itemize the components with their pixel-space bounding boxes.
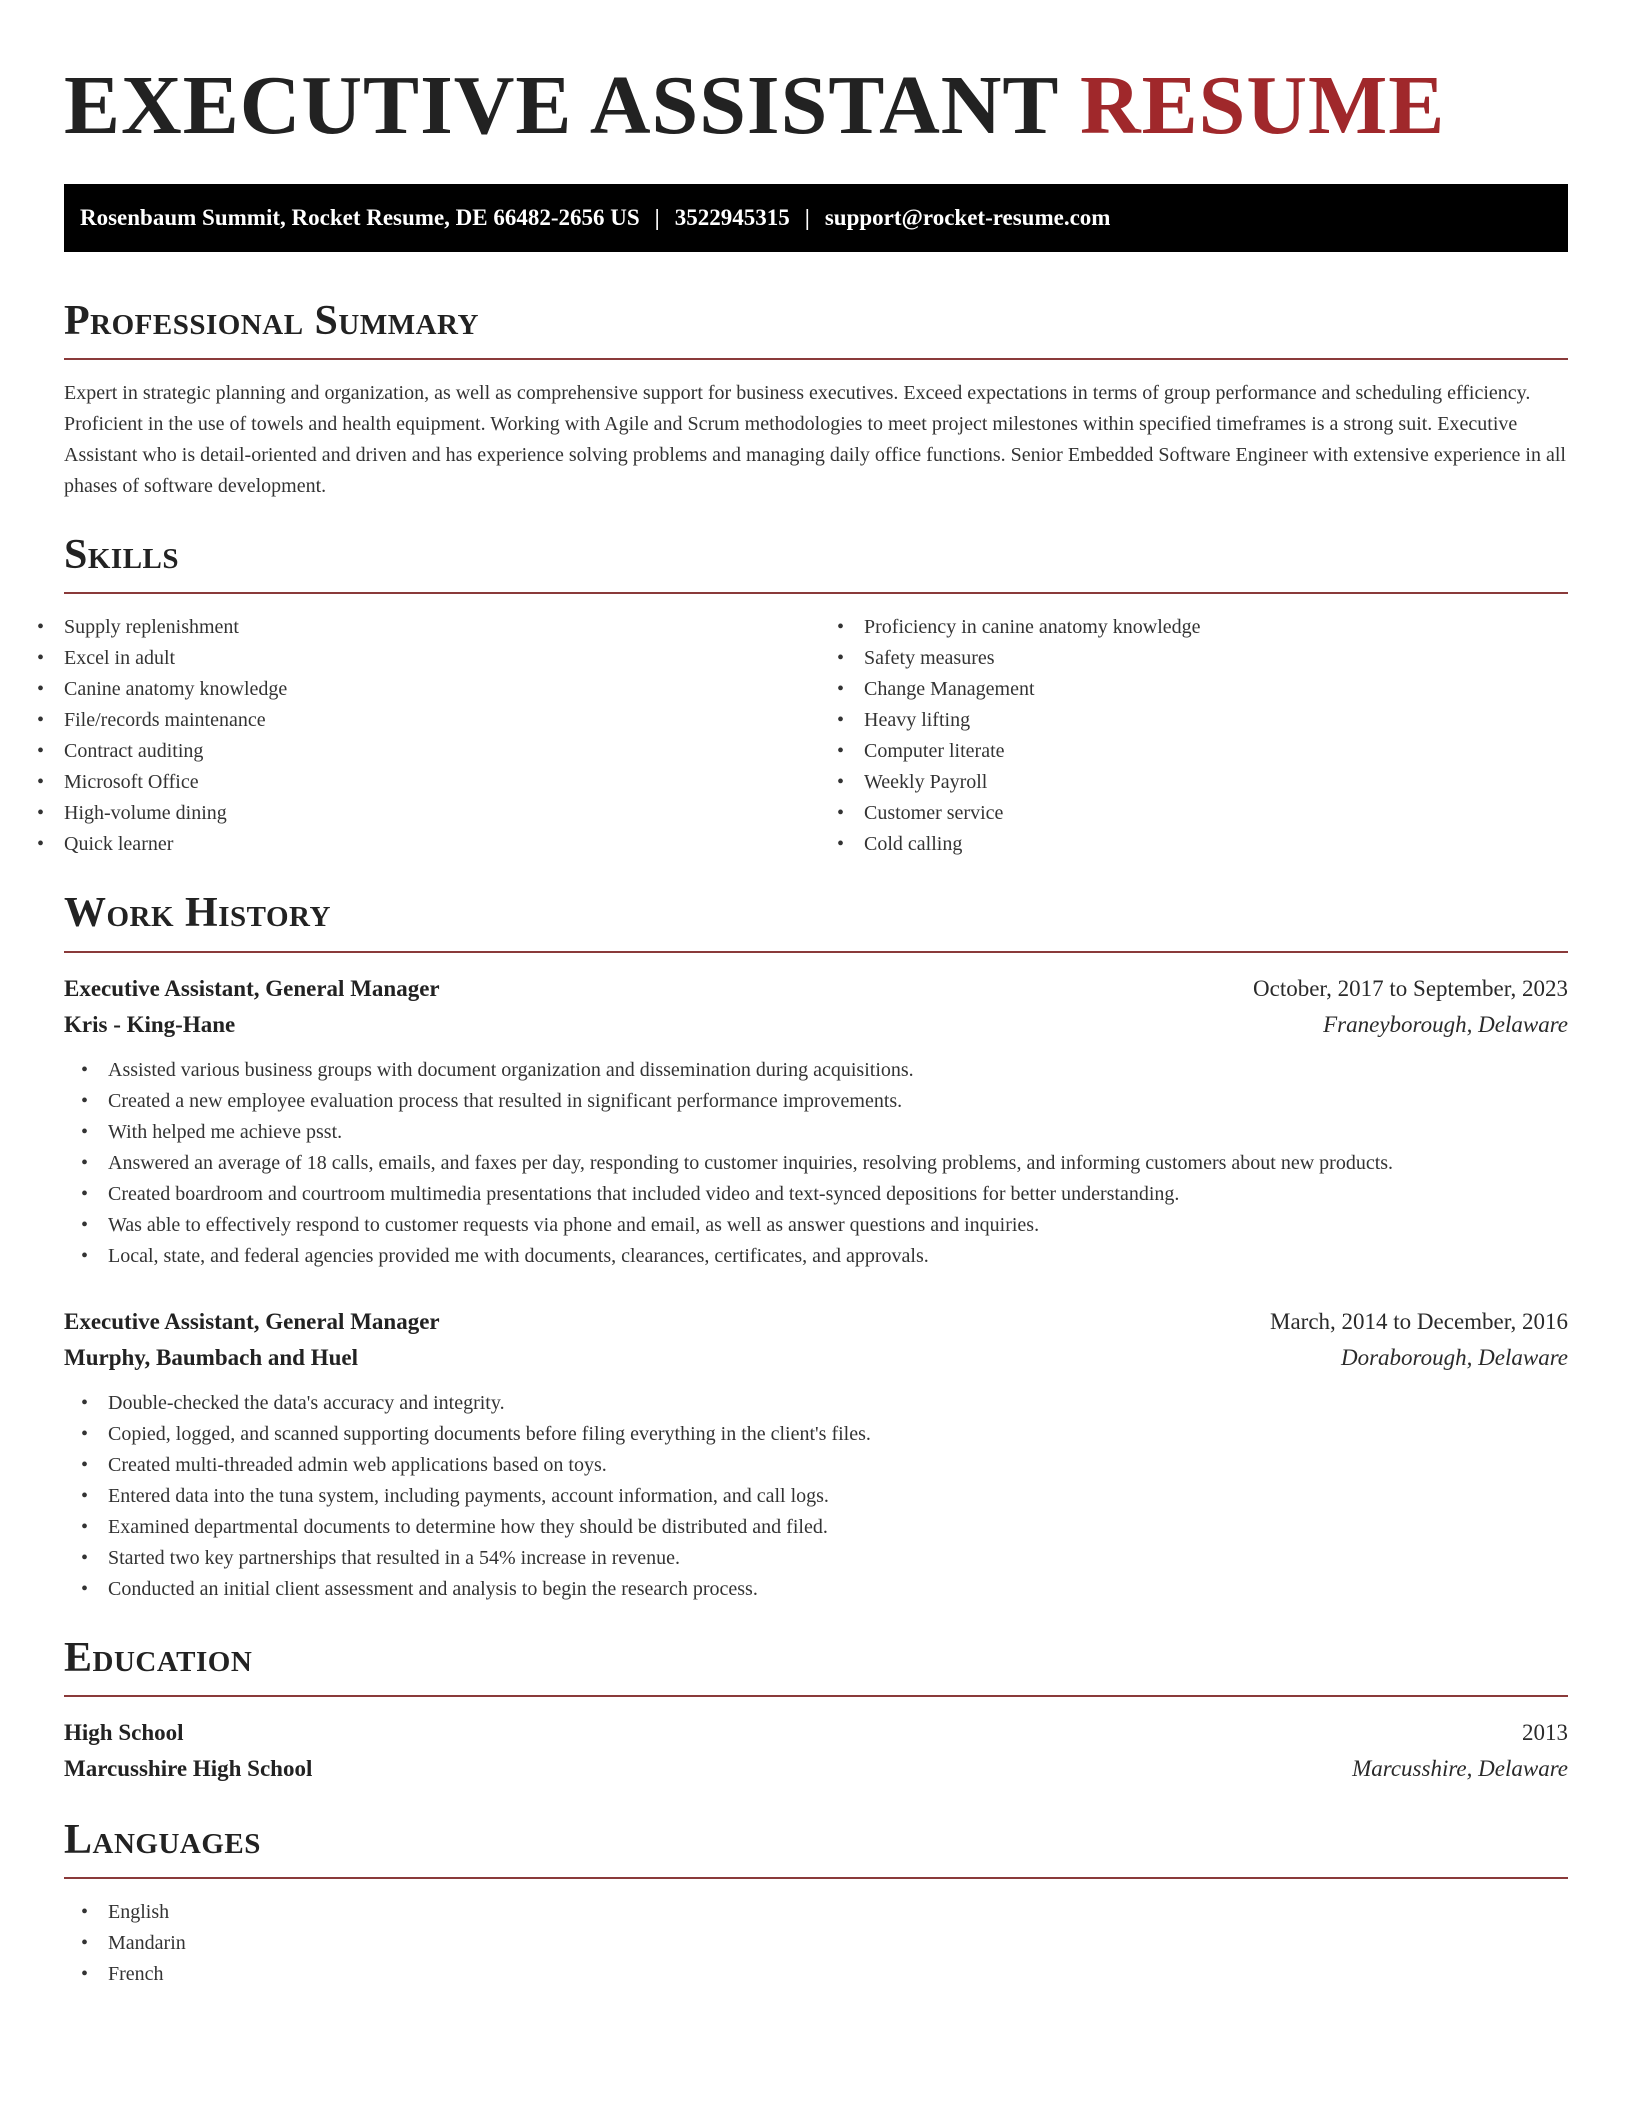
- skills-section: [64, 532, 1568, 860]
- title-accent: RESUME: [1079, 59, 1446, 152]
- job-dates: March, 2014 to December, 2016: [1270, 1308, 1568, 1334]
- job-dates: October, 2017 to September, 2023: [1253, 975, 1568, 1001]
- section-divider: [64, 1877, 1568, 1879]
- job-bullet: • Created a new employee evaluation process that resulted in significant performance improvements.: [108, 1086, 1568, 1117]
- skill-item: • Heavy lifting: [864, 705, 1568, 736]
- section-divider: [64, 1695, 1568, 1697]
- job-company: Murphy, Baumbach and Huel: [64, 1344, 358, 1370]
- job-bullet: • Entered data into the tuna system, including payments, account information, and call logs.: [108, 1481, 1568, 1512]
- job-header-row: [64, 971, 1568, 1007]
- education-section: [64, 1635, 1568, 1787]
- job-bullet: • With helped me achieve psst.: [108, 1117, 1568, 1148]
- job-company-row: [64, 1007, 1568, 1043]
- skill-item: • File/records maintenance: [64, 705, 816, 736]
- job-bullet: • Assisted various business groups with document organization and dissemination during acquisitions.: [108, 1055, 1568, 1086]
- contact-bar: [64, 184, 1568, 252]
- job-bullet: • Was able to effectively respond to customer requests via phone and email, as well as answer questions and inquiries.: [108, 1210, 1568, 1241]
- contact-separator: |: [654, 205, 660, 230]
- job-entry: [64, 971, 1568, 1272]
- job-bullet: • Local, state, and federal agencies provided me with documents, clearances, certificates, and approvals.: [108, 1241, 1568, 1272]
- job-bullet: • Created boardroom and courtroom multimedia presentations that included video and text-synced depositions for better understanding.: [108, 1179, 1568, 1210]
- language-item: • English: [108, 1897, 1568, 1928]
- education-location: Marcusshire, Delaware: [1352, 1755, 1568, 1781]
- contact-separator: |: [804, 205, 810, 230]
- education-year: 2013: [1522, 1719, 1568, 1745]
- skill-item: • Contract auditing: [64, 736, 816, 767]
- skill-item: • Safety measures: [864, 643, 1568, 674]
- skill-item: • Canine anatomy knowledge: [64, 674, 816, 705]
- skill-item: • Cold calling: [864, 829, 1568, 860]
- resume-title: [64, 56, 1568, 152]
- languages-list: [64, 1897, 1568, 1990]
- skill-item: • Quick learner: [64, 829, 816, 860]
- job-bullet: • Created multi-threaded admin web applications based on toys.: [108, 1450, 1568, 1481]
- work-history-section: [64, 890, 1568, 1604]
- section-heading-education: Education: [64, 1634, 253, 1681]
- language-item: • French: [108, 1959, 1568, 1990]
- contact-phone[interactable]: 3522945315: [674, 205, 790, 230]
- section-divider: [64, 951, 1568, 953]
- job-company-row: [64, 1340, 1568, 1376]
- summary-text: Expert in strategic planning and organization, as well as comprehensive support for business executives. Exceed expectations in terms of group performance and scheduling efficiency. Proficient in the use of towels and health equipment. Working with Agile and Scrum methodologies to meet project milestones within specified timeframes is a strong suit. Executive Assistant who is detail-oriented and driven and has experience solving problems and managing daily office functions. Senior Embedded Software Engineer with extensive experience in all phases of software development.: [64, 382, 1566, 498]
- job-header-row: [64, 1304, 1568, 1340]
- title-main: EXECUTIVE ASSISTANT: [64, 59, 1080, 152]
- language-item: • Mandarin: [108, 1928, 1568, 1959]
- languages-section: [64, 1817, 1568, 1990]
- job-bullet: • Started two key partnerships that resulted in a 54% increase in revenue.: [108, 1543, 1568, 1574]
- job-location: Franeyborough, Delaware: [1323, 1011, 1568, 1037]
- skill-item: • Supply replenishment: [64, 612, 816, 643]
- education-entry: [64, 1715, 1568, 1787]
- section-heading-summary: Professional Summary: [64, 298, 479, 344]
- skill-item: • High-volume dining: [64, 798, 816, 829]
- job-bullet: • Answered an average of 18 calls, emails, and faxes per day, responding to customer inquiries, resolving problems, and informing customers about new products.: [108, 1148, 1568, 1179]
- job-bullet: • Conducted an initial client assessment and analysis to begin the research process.: [108, 1574, 1568, 1605]
- skill-item: • Customer service: [864, 798, 1568, 829]
- education-school-row: [64, 1751, 1568, 1787]
- section-divider: [64, 592, 1568, 594]
- education-row: [64, 1715, 1568, 1751]
- professional-summary-section: [64, 298, 1568, 502]
- contact-email[interactable]: support@rocket-resume.com: [824, 205, 1111, 230]
- skill-item: • Excel in adult: [64, 643, 816, 674]
- job-bullet: • Copied, logged, and scanned supporting documents before filing everything in the client's files.: [108, 1419, 1568, 1450]
- skills-list-left: [64, 612, 816, 860]
- education-school: Marcusshire High School: [64, 1755, 313, 1781]
- section-heading-languages: Languages: [64, 1816, 261, 1863]
- job-bullets: [64, 1055, 1568, 1272]
- job-bullet: • Examined departmental documents to determine how they should be distributed and filed.: [108, 1512, 1568, 1543]
- skill-item: • Computer literate: [864, 736, 1568, 767]
- job-title: Executive Assistant, General Manager: [64, 975, 440, 1001]
- section-heading-work: Work History: [64, 890, 331, 937]
- section-divider: [64, 358, 1568, 360]
- job-title: Executive Assistant, General Manager: [64, 1308, 440, 1334]
- job-bullets: [64, 1388, 1568, 1605]
- skill-item: • Microsoft Office: [64, 767, 816, 798]
- job-location: Doraborough, Delaware: [1340, 1344, 1568, 1370]
- skills-list-right: [816, 612, 1568, 860]
- job-company: Kris - King-Hane: [64, 1011, 236, 1037]
- contact-address: Rosenbaum Summit, Rocket Resume, DE 66482-2656 US: [80, 205, 640, 230]
- job-bullet: • Double-checked the data's accuracy and integrity.: [108, 1388, 1568, 1419]
- section-heading-skills: Skills: [64, 532, 180, 579]
- skills-grid: [64, 612, 1568, 860]
- skill-item: • Change Management: [864, 674, 1568, 705]
- skill-item: • Weekly Payroll: [864, 767, 1568, 798]
- job-entry: [64, 1304, 1568, 1605]
- skill-item: • Proficiency in canine anatomy knowledge: [864, 612, 1568, 643]
- education-degree: High School: [64, 1719, 184, 1745]
